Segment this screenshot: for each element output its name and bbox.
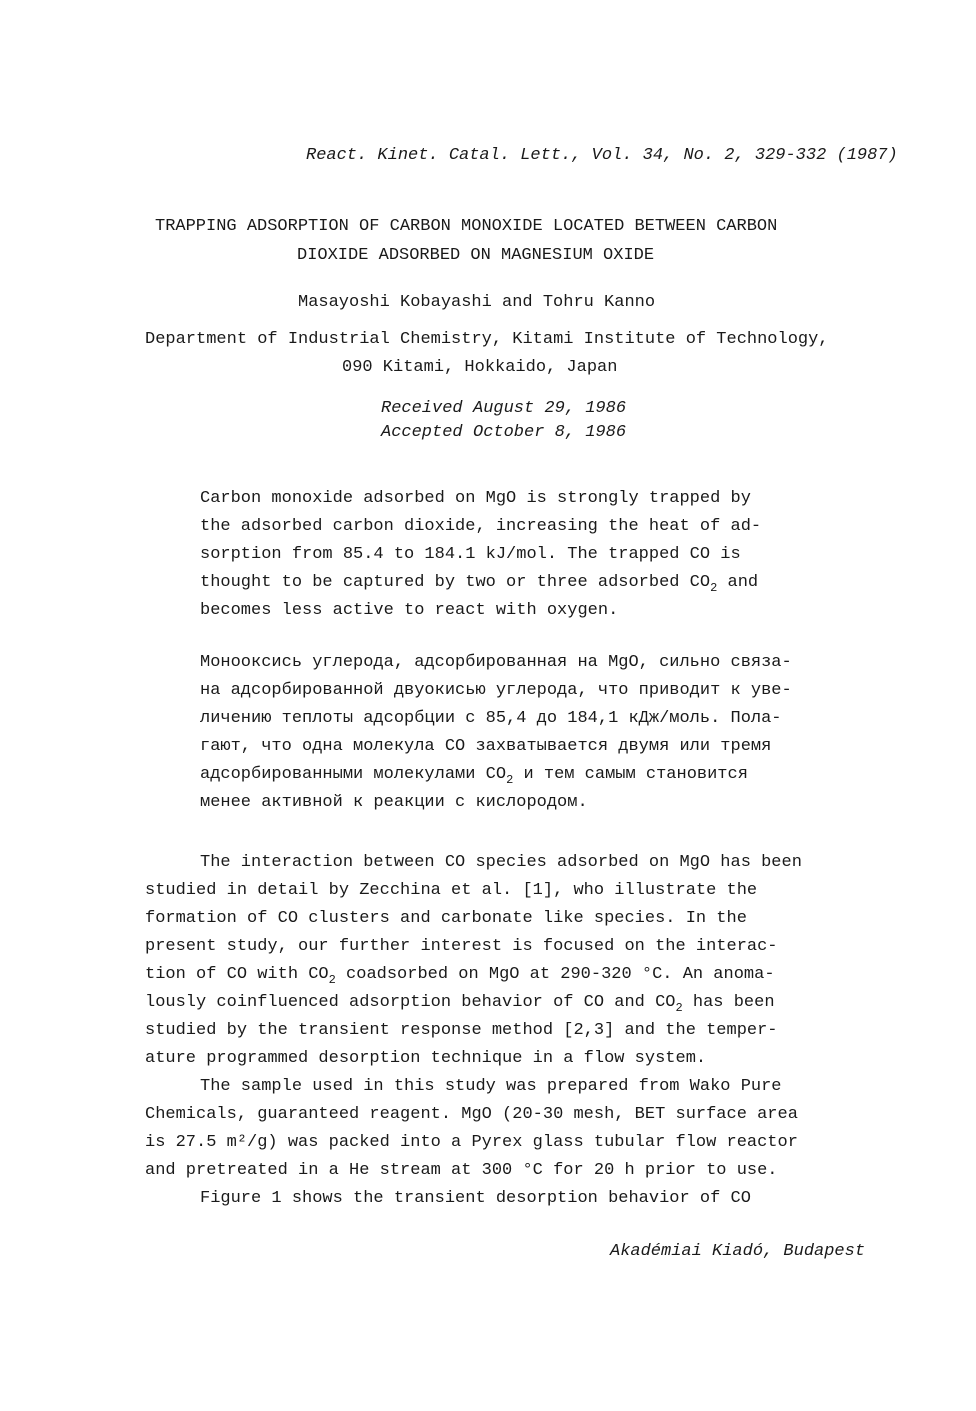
body-line: present study, our further interest is focused on the interac-: [145, 937, 778, 956]
body-line: Chemicals, guaranteed reagent. MgO (20-30 mesh, BET surface area: [145, 1105, 798, 1124]
abstract-ru-line: на адсорбированной двуокисью углерода, что приводит к уве-: [200, 681, 792, 700]
abstract-ru-line: [200, 765, 748, 787]
abstract-en-text: and: [717, 573, 759, 592]
abstract-ru-line: личению теплоты адсорбции с 85,4 до 184,1 кДж/моль. Пола-: [200, 709, 782, 728]
affiliation-line-1: Department of Industrial Chemistry, Kitami Institute of Technology,: [145, 330, 829, 349]
abstract-ru-line: Монооксись углерода, адсорбированная на MgO, сильно связа-: [200, 653, 792, 672]
abstract-en-line: [200, 573, 759, 595]
subscript: 2: [506, 773, 514, 787]
journal-reference: React. Kinet. Catal. Lett., Vol. 34, No. 2, 329-332 (1987): [306, 146, 898, 165]
accepted-date: October 8, 1986: [473, 423, 627, 442]
body-line: studied by the transient response method [2,3] and the temper-: [145, 1021, 778, 1040]
received-date: August 29, 1986: [473, 399, 627, 418]
body-line: [145, 993, 775, 1015]
abstract-ru-text: адсорбированными молекулами CO: [200, 765, 507, 784]
body-text-span: tion of CO with CO: [145, 965, 329, 984]
abstract-ru-text: и тем самым становится: [513, 765, 748, 784]
body-text-span: coadsorbed on MgO at 290-320 °C. An anoma-: [335, 965, 775, 984]
affiliation-line-2: 090 Kitami, Hokkaido, Japan: [342, 358, 618, 377]
body-text-span: has been: [682, 993, 775, 1012]
abstract-ru-line: гают, что одна молекула CO захватывается двумя или тремя: [200, 737, 772, 756]
abstract-en-line: sorption from 85.4 to 184.1 kJ/mol. The trapped CO is: [200, 545, 741, 564]
body-line: ature programmed desorption technique in a flow system.: [145, 1049, 707, 1068]
body-line: studied in detail by Zecchina et al. [1], who illustrate the: [145, 881, 758, 900]
body-line: The interaction between CO species adsorbed on MgO has been: [200, 853, 802, 872]
abstract-en-line: becomes less active to react with oxygen.: [200, 601, 619, 620]
body-line: The sample used in this study was prepared from Wako Pure: [200, 1077, 782, 1096]
abstract-en-line: the adsorbed carbon dioxide, increasing the heat of ad-: [200, 517, 762, 536]
title-line-1: TRAPPING ADSORPTION OF CARBON MONOXIDE LOCATED BETWEEN CARBON: [155, 217, 778, 236]
body-line: is 27.5 m²/g) was packed into a Pyrex glass tubular flow reactor: [145, 1133, 798, 1152]
body-text-span: lously coinfluenced adsorption behavior of CO and CO: [145, 993, 676, 1012]
accepted-label: Accepted: [381, 423, 463, 442]
subscript: 2: [675, 1001, 683, 1015]
received-label: Received: [381, 399, 463, 418]
title-line-2: DIOXIDE ADSORBED ON MAGNESIUM OXIDE: [297, 246, 655, 265]
subscript: 2: [710, 581, 718, 595]
body-line: [145, 965, 775, 987]
abstract-en-line: Carbon monoxide adsorbed on MgO is strongly trapped by: [200, 489, 751, 508]
subscript: 2: [328, 973, 336, 987]
body-line: Figure 1 shows the transient desorption behavior of CO: [200, 1189, 751, 1208]
abstract-en-text: thought to be captured by two or three adsorbed CO: [200, 573, 711, 592]
authors: Masayoshi Kobayashi and Tohru Kanno: [298, 293, 656, 312]
body-line: formation of CO clusters and carbonate like species. In the: [145, 909, 747, 928]
publisher: Akadémiai Kiadó, Budapest: [610, 1242, 866, 1261]
body-line: and pretreated in a He stream at 300 °C for 20 h prior to use.: [145, 1161, 778, 1180]
abstract-ru-line: менее активной к реакции с кислородом.: [200, 793, 588, 812]
